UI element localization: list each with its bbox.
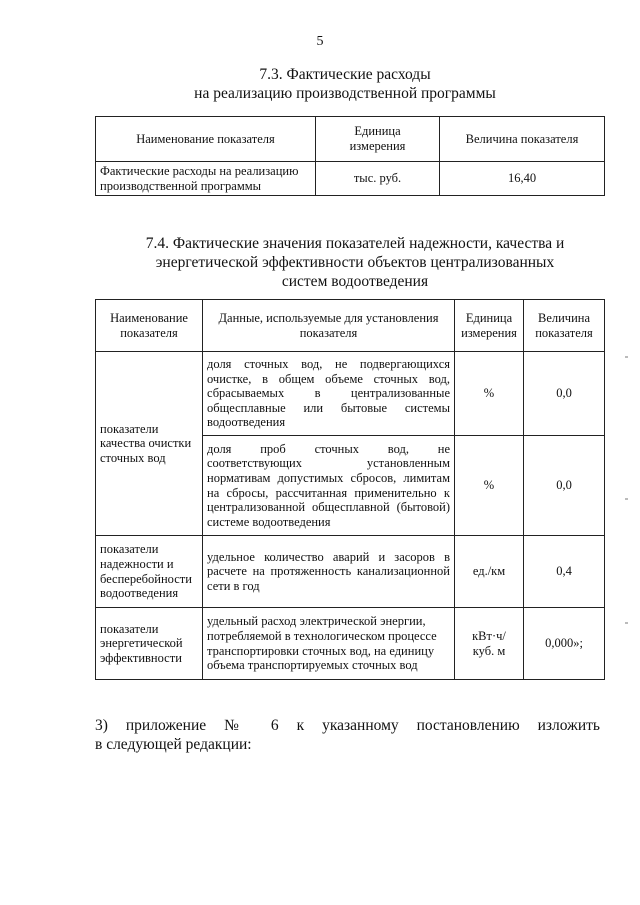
quality-row1-line4: общесплавные или бытовые системы: [207, 400, 450, 415]
section-7-4-title-line2: энергетической эффективности объектов централизованных: [155, 254, 555, 271]
header-indicator-name: [96, 300, 203, 352]
energy-unit-line2: куб. м: [472, 643, 506, 658]
quality-name-line3: сточных вод: [100, 450, 166, 465]
energy-data-line3: транспортировки сточных вод, на единицу: [207, 643, 435, 658]
amendment-paragraph: [95, 716, 600, 754]
quality-row1-value: 0,0: [524, 352, 605, 436]
actual-expenses-table: [95, 116, 605, 196]
energy-unit-line1: кВт·ч/: [472, 628, 506, 643]
reliability-group-name: [96, 536, 203, 608]
page-number: 5: [316, 34, 324, 49]
quality-row2-line1: доля проб сточных вод, не: [207, 441, 450, 456]
reliability-unit: ед./км: [455, 536, 524, 608]
quality-row2-line4: на сбросы, рассчитанная применительно к: [207, 485, 450, 500]
header-value-line1: Величина: [537, 310, 591, 325]
quality-row1-data: [203, 352, 455, 436]
quality-row1-line3: сбрасываемых в централизованные: [207, 386, 450, 401]
header-data-line2: показателя: [299, 325, 358, 340]
quality-row2-line5: централизованной общесплавной (бытовой): [207, 500, 450, 515]
quality-row1-line2: очистке, в общем объеме сточных вод,: [207, 371, 450, 386]
reliability-data: [203, 536, 455, 608]
energy-data-line4: объема транспортируемых сточных вод: [207, 658, 418, 673]
header-unit-line2: измерения: [461, 325, 517, 340]
energy-data-line2: потребляемой в технологическом процессе: [207, 628, 437, 643]
reliability-name-line1: показатели: [100, 542, 159, 557]
section-7-3-title-line2: на реализацию производственной программы: [194, 85, 496, 102]
section-7-4-title: [90, 234, 620, 291]
table-row: [96, 608, 605, 680]
reliability-value: 0,4: [524, 536, 605, 608]
header-value-line2: показателя: [535, 325, 593, 340]
quality-row2-data: [203, 436, 455, 536]
header-source-data: [203, 300, 455, 352]
quality-row2-value: 0,0: [524, 436, 605, 536]
energy-name-line2: энергетической: [100, 636, 183, 651]
header-name-line2: показателя: [120, 325, 178, 340]
expenses-value: 16,40: [440, 162, 605, 196]
paragraph-line1: 3) приложение № 6 к указанному постановлению изложить: [95, 717, 600, 734]
header-data-line1: Данные, используемые для установления: [218, 310, 439, 325]
quality-row1-line5: водоотведения: [207, 415, 286, 430]
header-indicator-name: Наименование показателя: [96, 117, 316, 162]
reliability-name-line2: надежности и: [100, 556, 174, 571]
energy-value: 0,000»;: [524, 608, 605, 680]
expenses-name-cell: [96, 162, 316, 196]
quality-row1-line1: доля сточных вод, не подвергающихся: [207, 357, 450, 372]
reliability-data-line1: удельное количество аварий и засоров в: [207, 549, 450, 564]
header-unit-line2: измерения: [349, 139, 406, 153]
energy-name-line3: эффективности: [100, 650, 182, 665]
margin-dot: [625, 356, 628, 358]
header-name-line1: Наименование: [110, 310, 188, 325]
header-unit: [316, 117, 440, 162]
table-header-row: [96, 117, 605, 162]
margin-dot: [625, 622, 628, 624]
quality-group-name: [96, 352, 203, 536]
reliability-data-line2: расчете на протяженность канализационной: [207, 564, 450, 579]
table-row: [96, 352, 605, 436]
table-row: [96, 536, 605, 608]
energy-data: [203, 608, 455, 680]
quality-row2-line6: системе водоотведения: [207, 514, 331, 529]
quality-row2-unit: %: [455, 436, 524, 536]
energy-group-name: [96, 608, 203, 680]
quality-name-line2: качества очистки: [100, 436, 192, 451]
energy-data-line1: удельный расход электрической энергии,: [207, 614, 426, 629]
reliability-data-line3: сети в год: [207, 578, 260, 593]
quality-row2-line3: нормативам допустимых сбросов, лимитам: [207, 470, 450, 485]
header-unit-line1: Единица: [354, 124, 401, 138]
indicators-table: [95, 299, 605, 680]
section-7-3-title-line1: 7.3. Фактические расходы: [259, 66, 431, 83]
quality-row2-line2: соответствующих установленным: [207, 456, 450, 471]
energy-unit: [455, 608, 524, 680]
reliability-name-line3: бесперебойности: [100, 571, 192, 586]
header-indicator-value: Величина показателя: [440, 117, 605, 162]
expenses-unit: тыс. руб.: [316, 162, 440, 196]
section-7-4-title-line3: систем водоотведения: [281, 273, 429, 290]
expenses-name-line1: Фактические расходы на реализацию: [100, 163, 299, 178]
quality-row1-unit: %: [455, 352, 524, 436]
quality-name-line1: показатели: [100, 421, 159, 436]
table-header-row: [96, 300, 605, 352]
expenses-name-line2: производственной программы: [100, 178, 262, 193]
header-unit: [455, 300, 524, 352]
section-7-4-title-line1: 7.4. Фактические значения показателей надежности, качества и: [145, 235, 565, 252]
paragraph-line2: в следующей редакции:: [95, 736, 252, 753]
reliability-name-line4: водоотведения: [100, 586, 179, 601]
section-7-3-title: [90, 65, 600, 103]
table-row: [96, 162, 605, 196]
margin-dot: [625, 498, 628, 500]
energy-name-line1: показатели: [100, 621, 159, 636]
header-unit-line1: Единица: [465, 310, 513, 325]
header-indicator-value: [524, 300, 605, 352]
